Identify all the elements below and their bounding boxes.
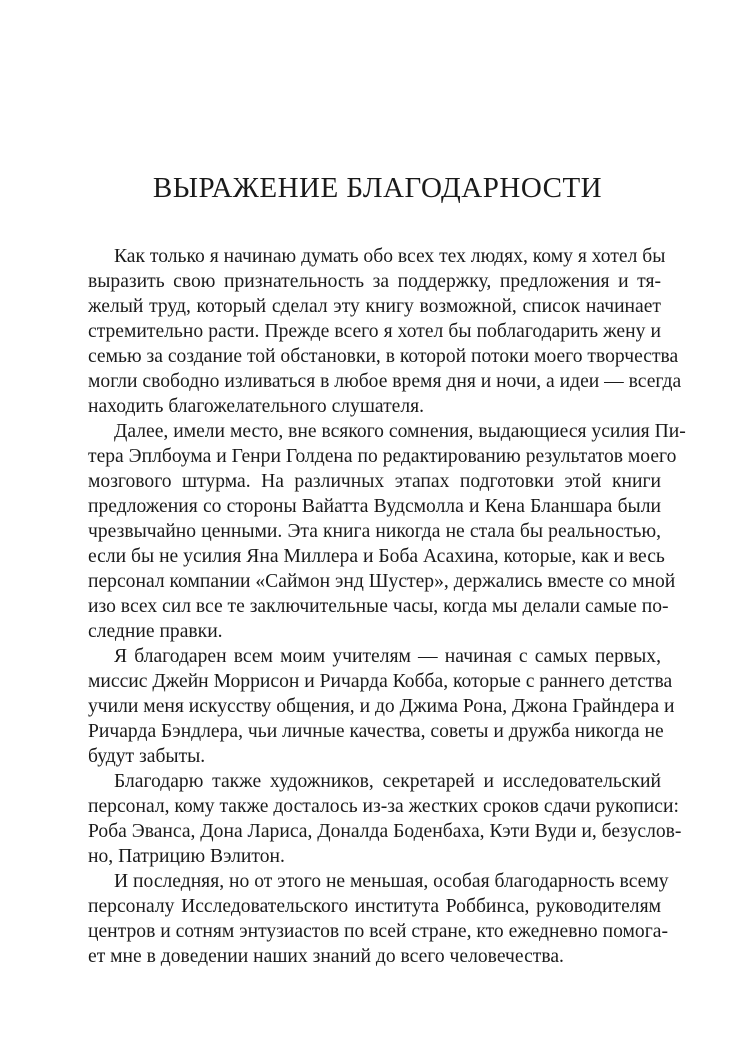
paragraph (88, 869, 669, 969)
text-line: изо всех сил все те заключительные часы, когда мы делали самые по- (88, 596, 669, 617)
text-line: могли свободно изливаться в любое время дня и ночи, а идеи — всегда (88, 371, 682, 392)
text-line: семью за создание той обстановки, в которой потоки моего творчества (88, 346, 679, 367)
paragraph (88, 419, 686, 644)
text-line: Ричарда Бэндлера, чьи личные качества, советы и дружба никогда не (88, 721, 664, 742)
text-line: если бы не усилия Яна Миллера и Боба Асахина, которые, как и весь (88, 546, 665, 567)
text-line: ет мне в доведении наших знаний до всего человечества. (88, 946, 564, 967)
text-line: учили меня искусству общения, и до Джима Рона, Джона Грайндера и (88, 696, 675, 717)
text-line: тера Эплбоума и Генри Голдена по редактированию результатов моего (88, 446, 677, 467)
text-line: будут забыты. (88, 746, 206, 767)
text-line: предложения со стороны Вайатта Вудсмолла и Кена Бланшара были (88, 496, 661, 517)
text-line: Как только я начинаю думать обо всех тех людях, кому я хотел бы (114, 246, 666, 267)
text-line: центров и сотням энтузиастов по всей стране, кто ежедневно помога- (88, 921, 668, 942)
acknowledgements-text (88, 244, 686, 969)
paragraph (88, 769, 682, 869)
text-line: мозгового штурма. На различных этапах подготовки этой книги (88, 471, 661, 492)
text-line: И последняя, но от этого не меньшая, особая благодарность всему (114, 871, 669, 892)
text-line: желый труд, который сделал эту книгу возможной, список начинает (88, 296, 661, 317)
page-title: ВЫРАЖЕНИЕ БЛАГОДАРНОСТИ (152, 172, 603, 204)
text-line: чрезвычайно ценными. Эта книга никогда не стала бы реальностью, (88, 521, 661, 542)
text-line: персонал компании «Саймон энд Шустер», держались вместе со мной (88, 571, 676, 592)
text-line: персонал, кому также досталось из-за жестких сроков сдачи рукописи: (88, 796, 679, 817)
text-line: Я благодарен всем моим учителям — начиная с самых первых, (114, 646, 661, 667)
paragraph (88, 644, 675, 769)
text-line: персоналу Исследовательского института Роббинса, руководителям (88, 896, 661, 917)
text-line: стремительно расти. Прежде всего я хотел бы поблагодарить жену и (88, 321, 661, 342)
paragraph (88, 244, 682, 419)
text-line: но, Патрицию Вэлитон. (88, 846, 285, 867)
text-line: Роба Эванса, Дона Лариса, Доналда Боденбаха, Кэти Вуди и, безуслов- (88, 821, 682, 842)
text-line: находить благожелательного слушателя. (88, 396, 425, 417)
text-line: выразить свою признательность за поддержку, предложения и тя- (88, 271, 661, 292)
text-line: миссис Джейн Моррисон и Ричарда Кобба, которые с раннего детства (88, 671, 673, 692)
text-line: Благодарю также художников, секретарей и исследовательский (114, 771, 661, 792)
text-line: Далее, имели место, вне всякого сомнения, выдающиеся усилия Пи- (114, 421, 686, 442)
text-line: следние правки. (88, 621, 223, 642)
